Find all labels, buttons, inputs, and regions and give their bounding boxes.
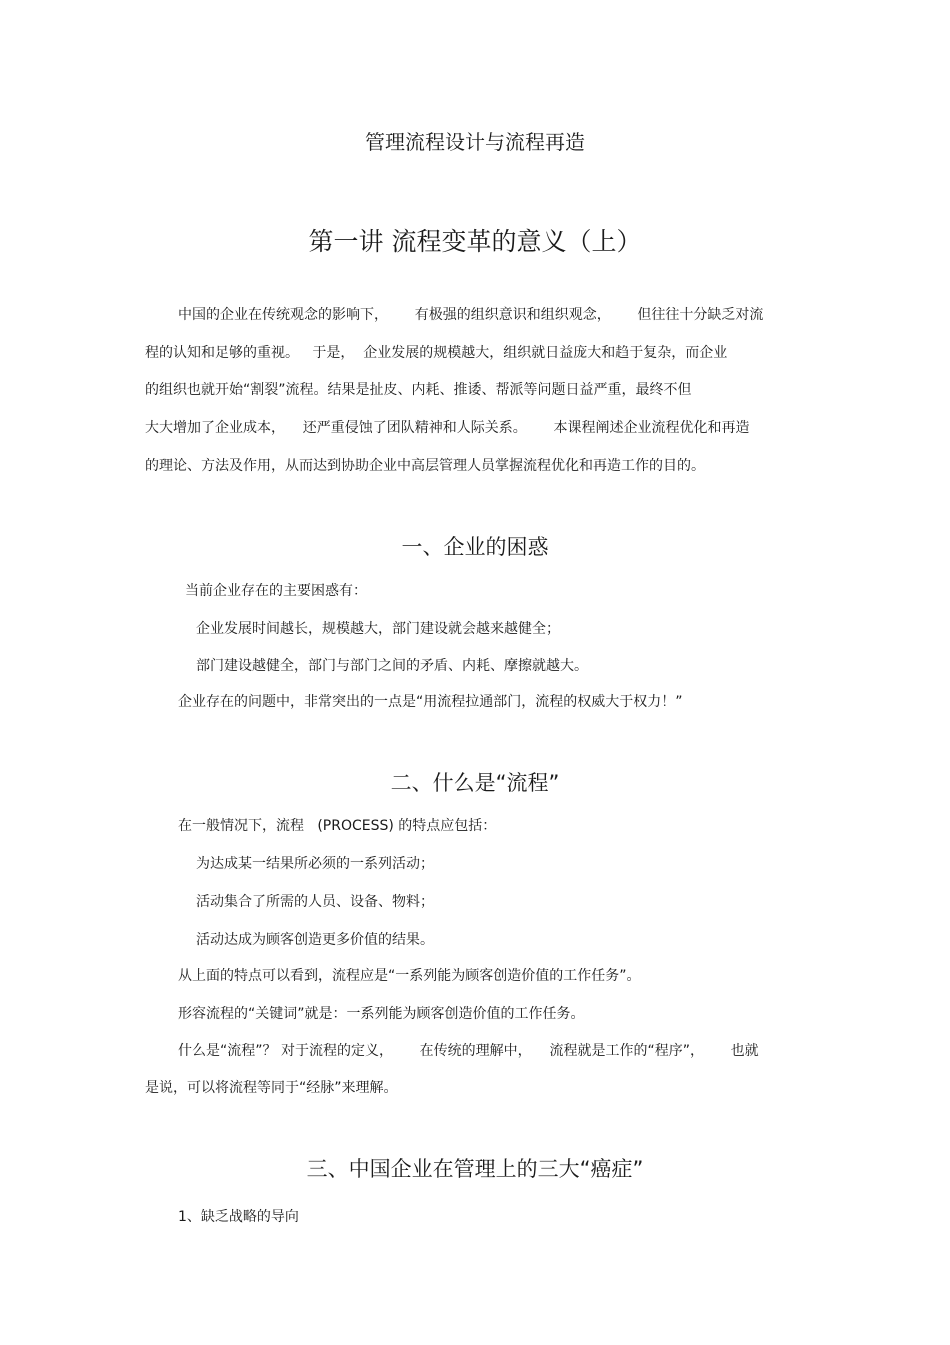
intro-line: 的组织也就开始“割裂”流程。结果是扯皮、内耗、推诿、帮派等问题日益严重，最终不但 <box>145 382 692 398</box>
body-paragraph: 从上面的特点可以看到，流程应是“一系列能为顾客创造价值的工作任务”。 <box>178 968 641 984</box>
body-paragraph: 什么是“流程”？ 对于流程的定义， 在传统的理解中， 流程就是工作的“程序”， 也就 <box>178 1043 759 1059</box>
document-title: 管理流程设计与流程再造 <box>365 130 585 154</box>
section-title: 三、中国企业在管理上的三大“癌症” <box>306 1157 644 1181</box>
body-paragraph: 形容流程的“关键词”就是：一系列能为顾客创造价值的工作任务。 <box>178 1006 585 1022</box>
intro-line: 程的认知和足够的重视。 于是， 企业发展的规模越大，组织就日益庞大和趋于复杂，而企业 <box>145 345 728 361</box>
intro-line: 的理论、方法及作用，从而达到协助企业中高层管理人员掌握流程优化和再造工作的目的。 <box>145 458 705 474</box>
list-item: 为达成某一结果所必须的一系列活动； <box>196 856 434 872</box>
list-item: 活动集合了所需的人员、设备、物料； <box>196 894 434 910</box>
list-item: 企业发展时间越长，规模越大，部门建设就会越来越健全； <box>196 621 560 637</box>
list-item: 活动达成为顾客创造更多价值的结果。 <box>196 932 434 948</box>
section-title: 二、什么是“流程” <box>390 771 560 795</box>
body-paragraph: 是说，可以将流程等同于“经脉”来理解。 <box>145 1080 398 1096</box>
section-title: 一、企业的困惑 <box>401 535 549 559</box>
section-lead: 当前企业存在的主要困惑有： <box>185 583 367 599</box>
section-lead: 在一般情况下，流程 (PROCESS) 的特点应包括： <box>178 818 497 834</box>
list-item: 部门建设越健全，部门与部门之间的矛盾、内耗、摩擦就越大。 <box>196 658 588 674</box>
section-note: 企业存在的问题中，非常突出的一点是“用流程拉通部门，流程的权威大于权力！” <box>178 694 683 710</box>
intro-line: 大大增加了企业成本， 还严重侵蚀了团队精神和人际关系。 本课程阐述企业流程优化和再造 <box>145 420 750 436</box>
lecture-title: 第一讲 流程变革的意义（上） <box>308 227 642 256</box>
intro-line: 中国的企业在传统观念的影响下， 有极强的组织意识和组织观念， 但往往十分缺乏对流 <box>178 307 764 323</box>
list-item: 1、缺乏战略的导向 <box>178 1209 299 1225</box>
